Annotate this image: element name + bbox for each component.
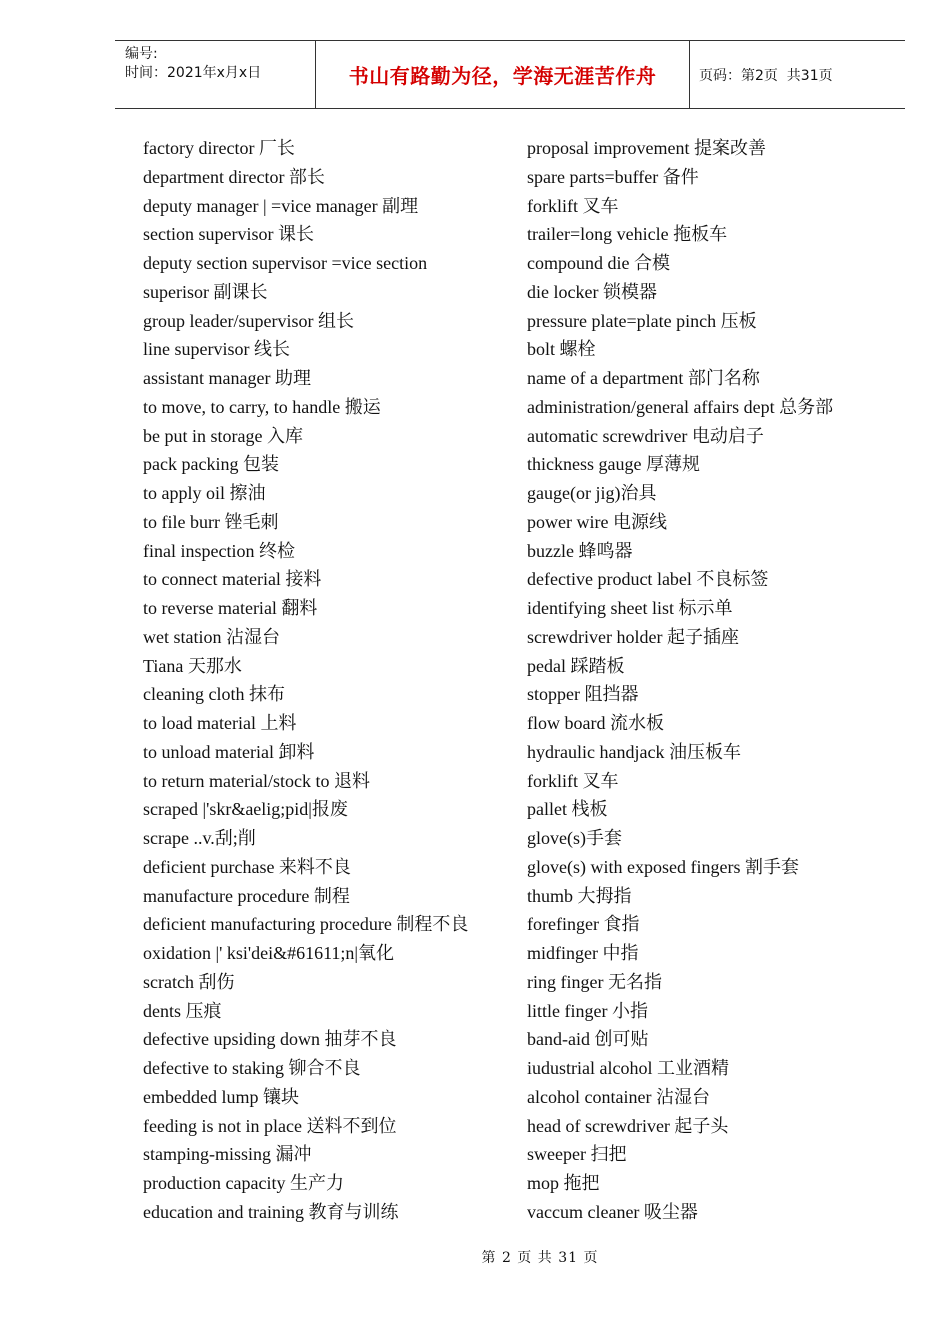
left-vocabulary-column [143,134,513,1227]
page-header [115,40,905,109]
vocab-entry: glove(s) with exposed fingers 割手套 [527,856,799,877]
vocab-entry: line supervisor 线长 [143,339,290,360]
header-page-info: 页码：第2页 共31页 [699,67,833,84]
vocab-entry: thickness gauge 厚薄规 [527,454,700,475]
vocab-entry: production capacity 生产力 [143,1173,344,1193]
vocab-entry: final inspection 终检 [143,540,295,561]
vocab-entry: compound die 合模 [527,253,670,273]
motto-text: 书山有路勤为径，学海无涯苦作舟 [348,64,657,88]
vocab-entry: defective to staking 铆合不良 [143,1058,361,1078]
vocab-entry: alcohol container 沾湿台 [527,1086,710,1107]
vocab-entry: to file burr 锉毛刺 [143,511,279,532]
vocab-entry: bolt 螺栓 [527,339,596,360]
vocab-entry: proposal improvement 提案改善 [527,138,766,158]
vocab-entry: wet station 沾湿台 [143,626,280,647]
vocab-entry: feeding is not in place 送料不到位 [143,1115,397,1136]
vocab-entry: to unload material 卸料 [143,741,315,762]
vocab-entry: hydraulic handjack 油压板车 [527,741,741,762]
vocab-entry: gauge(or jig)治具 [527,483,657,503]
vocab-entry: sweeper 扫把 [527,1144,627,1165]
vocab-entry: die locker 锁模器 [527,281,657,302]
vocab-entry: dents 压痕 [143,1000,222,1021]
vocab-entry: factory director 厂长 [143,138,295,158]
vocab-entry: deficient purchase 来料不良 [143,856,351,877]
vocab-entry: oxidation |' ksi'dei&#61611;n|氧化 [143,943,395,963]
vocab-entry: department director 部长 [143,166,325,187]
vocab-entry: little finger 小指 [527,1000,648,1021]
vocab-entry: to load material 上料 [143,713,297,733]
vocab-entry: iudustrial alcohol 工业酒精 [527,1058,729,1078]
vocab-entry: scraped |'skr&aelig;pid|报废 [143,799,348,820]
number-label: 编号: [125,46,158,62]
vocab-entry: stopper 阻挡器 [527,684,639,705]
vocab-entry: stamping-missing 漏冲 [143,1144,312,1165]
time-label: 时间：2021年x月x日 [125,65,262,81]
vocab-entry: scrape ..v.刮;削 [143,828,256,848]
vocab-entry: identifying sheet list 标示单 [527,598,733,618]
vocab-entry: pedal 踩踏板 [527,655,625,676]
vocab-entry: vaccum cleaner 吸尘器 [527,1201,698,1222]
vocab-entry: glove(s)手套 [527,828,622,848]
vocab-entry: forefinger 食指 [527,914,640,935]
vocab-entry: embedded lump 镶块 [143,1086,299,1107]
vocab-entry: pallet 栈板 [527,799,608,820]
vocab-entry: trailer=long vehicle 拖板车 [527,224,728,245]
vocab-entry: to move, to carry, to handle 搬运 [143,396,381,417]
vocab-entry: pack packing 包装 [143,454,279,475]
vocab-entry: to apply oil 擦油 [143,483,266,503]
vocab-entry: defective product label 不良标签 [527,569,769,590]
vocab-entry: band-aid 创可贴 [527,1029,649,1050]
vocab-entry: ring finger 无名指 [527,971,662,992]
vocab-entry: group leader/supervisor 组长 [143,310,354,331]
vocab-entry: forklift 叉车 [527,195,619,216]
vocab-entry: to reverse material 翻料 [143,598,318,618]
vocab-entry: superisor 副课长 [143,281,268,302]
page-footer: 第 2 页 共 31 页 [481,1250,599,1266]
vocab-entry: spare parts=buffer 备件 [527,166,699,187]
vocab-entry: Tiana 天那水 [143,655,242,676]
vocab-entry: assistant manager 助理 [143,368,311,388]
vocab-entry: to return material/stock to 退料 [143,770,370,791]
right-vocabulary-column [527,134,927,1227]
vocab-entry: mop 拖把 [527,1173,600,1193]
header-meta [115,41,315,108]
vocab-entry: thumb 大拇指 [527,885,632,906]
vocab-entry: to connect material 接料 [143,569,322,590]
vocab-entry: forklift 叉车 [527,770,619,791]
vocab-entry: buzzle 蜂鸣器 [527,540,633,561]
vocab-entry: flow board 流水板 [527,713,664,733]
vocab-entry: cleaning cloth 抹布 [143,684,285,705]
vocab-entry: deputy manager | =vice manager 副理 [143,195,419,216]
vocab-entry: head of screwdriver 起子头 [527,1115,729,1136]
vocab-entry: pressure plate=plate pinch 压板 [527,310,757,331]
vocab-entry: defective upsiding down 抽芽不良 [143,1029,397,1050]
vocab-entry: be put in storage 入库 [143,425,303,446]
vocab-entry: power wire 电源线 [527,511,667,532]
vocab-entry: automatic screwdriver 电动启子 [527,425,764,446]
vocab-entry: scratch 刮伤 [143,971,235,992]
vocab-entry: screwdriver holder 起子插座 [527,626,739,647]
vocab-entry: deficient manufacturing procedure 制程不良 [143,914,469,935]
vocab-entry: deputy section supervisor =vice section [143,253,428,273]
vocab-entry: midfinger 中指 [527,943,639,963]
header-motto-cell [315,41,690,108]
vocab-entry: administration/general affairs dept 总务部 [527,396,834,417]
vocab-entry: education and training 教育与训练 [143,1201,399,1222]
vocab-entry: manufacture procedure 制程 [143,885,350,906]
vocab-entry: section supervisor 课长 [143,224,314,245]
vocab-entry: name of a department 部门名称 [527,368,760,388]
